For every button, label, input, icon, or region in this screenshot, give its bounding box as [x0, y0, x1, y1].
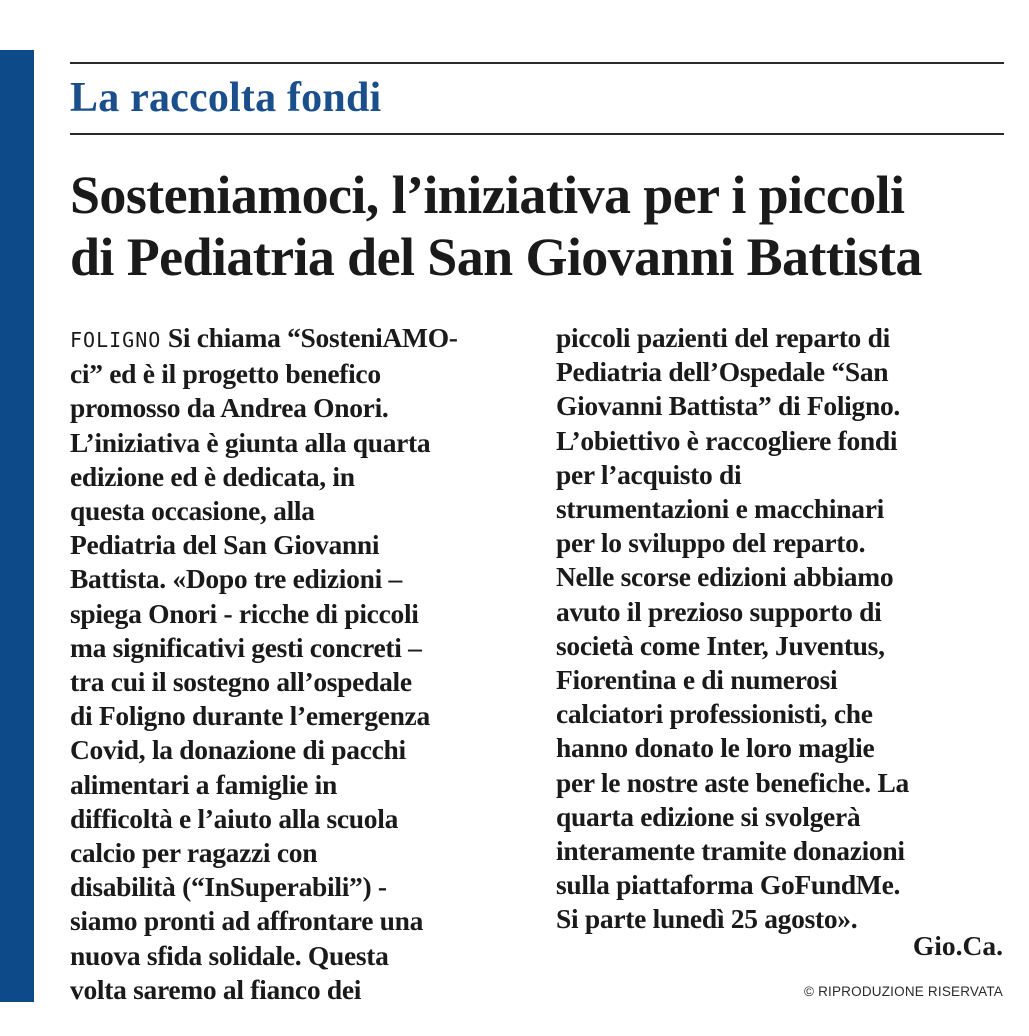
body-line: Pediatria del San Giovanni	[70, 529, 380, 561]
section-label: La raccolta fondi	[70, 75, 382, 121]
body-line: ci” ed è il progetto benefico	[70, 358, 381, 390]
body-line: volta saremo al fianco dei	[70, 973, 362, 1005]
body-line: avuto il prezioso supporto di	[556, 595, 882, 627]
article-column-left	[70, 321, 530, 1007]
body-line: hanno donato le loro maglie	[556, 732, 875, 764]
body-line: quarta edizione si svolgerà	[556, 800, 861, 832]
body-line-text: Si chiama “SosteniAMO-	[161, 322, 458, 353]
body-line: ma significativi gesti concreti –	[70, 631, 422, 663]
body-line: Covid, la donazione di pacchi	[70, 734, 406, 766]
body-line: Giovanni Battista” di Foligno.	[556, 390, 900, 422]
body-line: L’iniziativa è giunta alla quarta	[70, 426, 431, 458]
side-accent-bar	[0, 50, 34, 1002]
body-line: per lo sviluppo del reparto.	[556, 527, 866, 559]
body-line: sulla piattaforma GoFundMe.	[556, 869, 901, 901]
top-rule	[70, 62, 1004, 64]
body-line: difficoltà e l’aiuto alla scuola	[70, 802, 399, 834]
body-line: L’obiettivo è raccogliere fondi	[556, 424, 898, 456]
body-line: calcio per ragazzi con	[70, 837, 318, 869]
body-line: edizione ed è dedicata, in	[70, 460, 355, 492]
body-line: per le nostre aste benefiche. La	[556, 766, 909, 798]
body-line: Battista. «Dopo tre edizioni –	[70, 563, 402, 595]
body-line: società come Inter, Juventus,	[556, 629, 885, 661]
body-line: alimentari a famiglie in	[70, 768, 337, 800]
body-line: Si parte lunedì 25 agosto».	[556, 903, 858, 935]
body-line: Nelle scorse edizioni abbiamo	[556, 561, 894, 593]
body-line: di Foligno durante l’emergenza	[70, 700, 430, 732]
body-line: Fiorentina e di numerosi	[556, 664, 838, 696]
body-line: siamo pronti ad affrontare una	[70, 905, 424, 937]
copyright-notice: © RIPRODUZIONE RISERVATA	[803, 984, 1003, 999]
body-line: strumentazioni e macchinari	[556, 493, 884, 525]
body-line: questa occasione, alla	[70, 495, 315, 527]
body-line: Pediatria dell’Ospedale “San	[556, 356, 889, 388]
body-line: tra cui il sostegno all’ospedale	[70, 666, 412, 698]
body-line: promosso da Andrea Onori.	[70, 392, 389, 424]
body-line: interamente tramite donazioni	[556, 835, 905, 867]
body-line: calciatori professionisti, che	[556, 698, 873, 730]
body-line: piccoli pazienti del reparto di	[556, 322, 890, 353]
headline-line: Sosteniamoci, l’iniziativa per i piccoli	[70, 165, 905, 225]
body-line: nuova sfida solidale. Questa	[70, 939, 389, 971]
body-line: disabilità (“InSuperabili”) -	[70, 871, 387, 903]
article-column-right	[556, 321, 1016, 937]
headline-line: di Pediatria del San Giovanni Battista	[70, 227, 922, 287]
author-signature: Gio.Ca.	[912, 930, 1003, 961]
body-line	[70, 321, 530, 357]
body-line: spiega Onori - ricche di piccoli	[70, 597, 419, 629]
dateline: FOLIGNO	[70, 328, 162, 352]
headline	[70, 164, 1020, 288]
section-rule	[70, 133, 1004, 135]
body-line: per l’acquisto di	[556, 458, 742, 490]
